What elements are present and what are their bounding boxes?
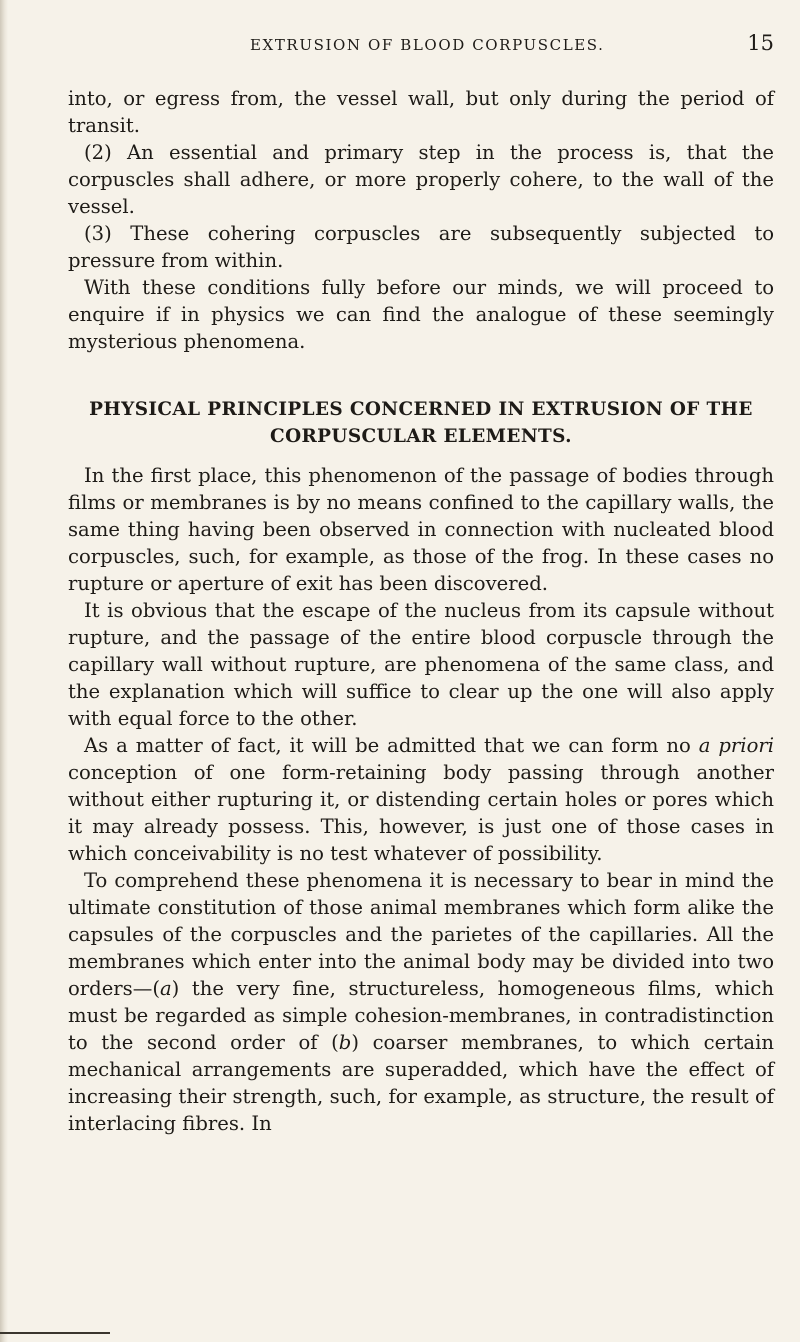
italic-letter-b: b bbox=[338, 1031, 352, 1054]
page-number: 15 bbox=[747, 31, 774, 55]
section-heading bbox=[68, 396, 774, 450]
running-title: EXTRUSION OF BLOOD CORPUSCLES. bbox=[250, 36, 605, 54]
text-run: To comprehend these phenomena it is necessary to bear in mind the ultimate constitution of those animal membranes which form alike the capsules of the corpuscles and the parietes of the capillaries. All the membranes which enter into the animal body may be divided into two orders—( bbox=[68, 869, 774, 1000]
text-run: As a matter of fact, it will be admitted that we can form no bbox=[84, 734, 699, 757]
text-run: ) the very fine, structureless, homogeneous films, which must be regarded as simple cohesion-membranes, in contradistinction to the second order of ( bbox=[68, 977, 774, 1054]
italic-text: a priori bbox=[698, 734, 774, 757]
text-run: conception of one form-retaining body passing through another without either rupturing it, or distending certain holes or pores which it may already possess. This, however, is just one of those cases in which conceivability is no test whatever of possibility. bbox=[68, 761, 774, 865]
paragraph-point-3: (3) These cohering corpuscles are subsequently subjected to pressure from within. bbox=[68, 222, 774, 272]
bottom-rule bbox=[0, 1332, 110, 1334]
paragraph-first-place: In the first place, this phenomenon of the passage of bodies through films or membranes is by no means confined to the capillary walls, the same thing having been observed in connection with nucleated blood corpuscles, such, for example, as those of the frog. In these cases no rupture or aperture of exit has been discovered. bbox=[68, 464, 774, 595]
body-text bbox=[68, 85, 774, 1137]
paragraph-continuation: into, or egress from, the vessel wall, but only during the period of transit. bbox=[68, 87, 774, 137]
paragraph-obvious: It is obvious that the escape of the nucleus from its capsule without rupture, and the passage of the entire blood corpuscle through the capillary wall without rupture, are phenomena of the same class, and the explanation which will suffice to clear up the one will also apply with equal force to the other. bbox=[68, 599, 774, 730]
paragraph-conditions: With these conditions fully before our minds, we will proceed to enquire if in physics we can find the analogue of these seemingly mysterious phenomena. bbox=[68, 276, 774, 353]
italic-letter-a: a bbox=[159, 977, 172, 1000]
page-binding-edge bbox=[0, 0, 8, 1342]
section-heading-line-1: PHYSICAL PRINCIPLES CONCERNED IN EXTRUSION OF THE bbox=[89, 399, 753, 420]
section-heading-line-2: CORPUSCULAR ELEMENTS. bbox=[270, 426, 572, 447]
paragraph-point-2: (2) An essential and primary step in the process is, that the corpuscles shall adhere, or more properly cohere, to the wall of the vessel. bbox=[68, 141, 774, 218]
paragraph-membranes bbox=[68, 867, 774, 1137]
paragraph-a-priori bbox=[68, 732, 774, 867]
running-head bbox=[60, 30, 774, 60]
text-run: ) coarser membranes, to which certain mechanical arrangements are superadded, which have the effect of increasing their strength, such, for example, as structure, the result of interlacing fibres. In bbox=[68, 1031, 774, 1135]
